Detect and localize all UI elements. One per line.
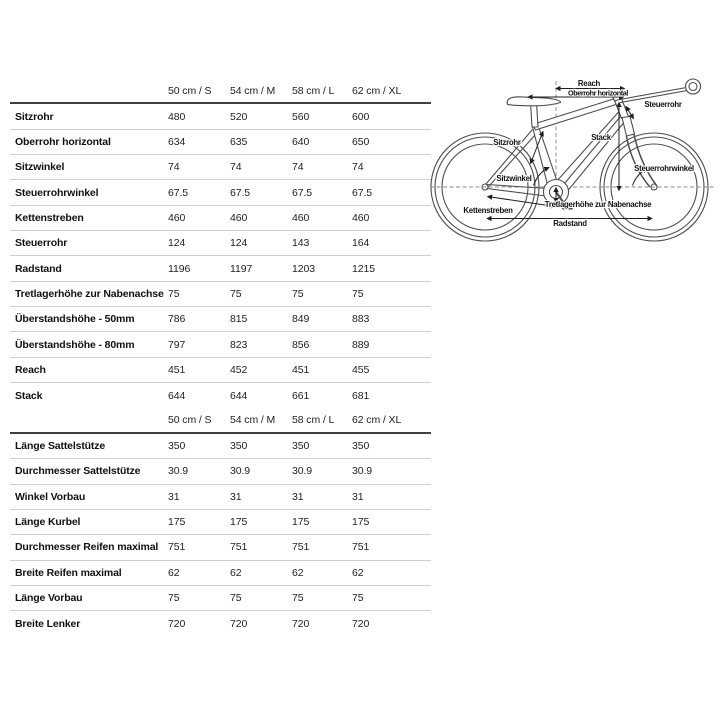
- cell-value: 460: [292, 211, 310, 224]
- cell-value: 849: [292, 313, 310, 326]
- cell-value: 455: [352, 363, 370, 376]
- table-row: [10, 510, 431, 535]
- table-row: [10, 206, 431, 231]
- row-label: Radstand: [15, 262, 62, 275]
- cell-value: 823: [230, 338, 248, 351]
- row-label: Stack: [15, 389, 43, 402]
- cell-value: 644: [230, 389, 248, 402]
- cell-value: 75: [292, 592, 304, 605]
- cell-value: 856: [292, 338, 310, 351]
- cell-value: 30.9: [168, 465, 189, 478]
- steuerrohr-label: Steuerrohr: [644, 100, 682, 109]
- sitzwinkel-label: Sitzwinkel: [496, 174, 532, 183]
- radstand-label: Radstand: [553, 219, 587, 228]
- steuerrohrwinkel-label: Steuerrohrwinkel: [634, 164, 694, 173]
- cell-value: 75: [168, 287, 180, 300]
- cell-value: 75: [168, 592, 180, 605]
- cell-value: 30.9: [230, 465, 251, 478]
- table-row: [10, 358, 431, 383]
- cell-value: 720: [230, 617, 248, 630]
- reach-label: Reach: [577, 79, 601, 88]
- cell-value: 75: [352, 287, 364, 300]
- cell-value: 74: [352, 161, 364, 174]
- cell-value: 1203: [292, 262, 315, 275]
- size-header-row-2: [10, 408, 431, 433]
- cell-value: 350: [230, 439, 248, 452]
- cell-value: 520: [230, 110, 248, 123]
- component-rows-section: [10, 434, 431, 637]
- table-row: [10, 256, 431, 281]
- kettenstreben-label: Kettenstreben: [463, 206, 513, 215]
- table-row: [10, 104, 431, 129]
- row-label: Breite Reifen maximal: [15, 566, 122, 579]
- size-column-m: 54 cm / M: [230, 414, 276, 427]
- row-label: Überstandshöhe - 80mm: [15, 338, 135, 351]
- table-row: [10, 485, 431, 510]
- cell-value: 164: [352, 237, 370, 250]
- row-label: Kettenstreben: [15, 211, 84, 224]
- table-row: [10, 535, 431, 560]
- row-label: Steuerrohrwinkel: [15, 186, 99, 199]
- bike-geometry-diagram: [430, 55, 720, 255]
- cell-value: 661: [292, 389, 310, 402]
- cell-value: 460: [352, 211, 370, 224]
- table-row: [10, 586, 431, 611]
- size-column-xl: 62 cm / XL: [352, 84, 402, 97]
- geometry-table: [10, 79, 431, 637]
- cell-value: 143: [292, 237, 310, 250]
- cell-value: 720: [292, 617, 310, 630]
- cell-value: 786: [168, 313, 186, 326]
- cell-value: 124: [230, 237, 248, 250]
- cell-value: 175: [168, 516, 186, 529]
- cell-value: 75: [230, 592, 242, 605]
- stack-label: Stack: [591, 133, 611, 142]
- row-label: Sitzwinkel: [15, 161, 65, 174]
- cell-value: 62: [292, 566, 304, 579]
- cell-value: 634: [168, 135, 186, 148]
- cell-value: 889: [352, 338, 370, 351]
- size-header-row: [10, 79, 431, 104]
- cell-value: 31: [292, 490, 304, 503]
- cell-value: 62: [168, 566, 180, 579]
- cell-value: 175: [292, 516, 310, 529]
- table-row: [10, 332, 431, 357]
- row-label: Länge Sattelstütze: [15, 439, 106, 452]
- geometry-rows-section: [10, 104, 431, 408]
- row-label: Oberrohr horizontal: [15, 135, 111, 148]
- cell-value: 460: [230, 211, 248, 224]
- cell-value: 1196: [168, 262, 191, 275]
- cell-value: 31: [352, 490, 364, 503]
- row-label: Durchmesser Reifen maximal: [15, 541, 159, 554]
- row-label: Winkel Vorbau: [15, 490, 86, 503]
- cell-value: 720: [352, 617, 370, 630]
- cell-value: 75: [230, 287, 242, 300]
- row-label: Länge Kurbel: [15, 516, 81, 529]
- table-row: [10, 434, 431, 459]
- row-label: Durchmesser Sattelstütze: [15, 465, 141, 478]
- cell-value: 62: [352, 566, 364, 579]
- table-row: [10, 155, 431, 180]
- cell-value: 797: [168, 338, 186, 351]
- cell-value: 67.5: [230, 186, 251, 199]
- row-label: Breite Lenker: [15, 617, 81, 630]
- cell-value: 31: [168, 490, 180, 503]
- table-row: [10, 282, 431, 307]
- table-row: [10, 231, 431, 256]
- oberrohr-label: Oberrohr horizontal: [568, 88, 628, 98]
- size-column-l: 58 cm / L: [292, 84, 335, 97]
- cell-value: 31: [230, 490, 242, 503]
- row-label: Überstandshöhe - 50mm: [15, 313, 135, 326]
- cell-value: 175: [230, 516, 248, 529]
- cell-value: 480: [168, 110, 186, 123]
- cell-value: 1215: [352, 262, 375, 275]
- cell-value: 350: [168, 439, 186, 452]
- cell-value: 751: [168, 541, 186, 554]
- sitzrohr-label: Sitzrohr: [493, 138, 521, 147]
- cell-value: 644: [168, 389, 186, 402]
- cell-value: 751: [230, 541, 248, 554]
- cell-value: 74: [292, 161, 304, 174]
- cell-value: 1197: [230, 262, 253, 275]
- cell-value: 720: [168, 617, 186, 630]
- table-row: [10, 180, 431, 205]
- cell-value: 62: [230, 566, 242, 579]
- cell-value: 460: [168, 211, 186, 224]
- cell-value: 74: [230, 161, 242, 174]
- cell-value: 452: [230, 363, 248, 376]
- cell-value: 75: [292, 287, 304, 300]
- cell-value: 751: [292, 541, 310, 554]
- size-column-xl: 62 cm / XL: [352, 414, 402, 427]
- cell-value: 30.9: [352, 465, 373, 478]
- cell-value: 883: [352, 313, 370, 326]
- cell-value: 635: [230, 135, 248, 148]
- cell-value: 600: [352, 110, 370, 123]
- row-label: Sitzrohr: [15, 110, 54, 123]
- size-column-m: 54 cm / M: [230, 84, 276, 97]
- cell-value: 560: [292, 110, 310, 123]
- row-label: Tretlagerhöhe zur Nabenachse: [15, 287, 164, 300]
- table-row: [10, 611, 431, 636]
- cell-value: 815: [230, 313, 248, 326]
- cell-value: 451: [292, 363, 310, 376]
- cell-value: 350: [352, 439, 370, 452]
- cell-value: 30.9: [292, 465, 313, 478]
- cell-value: 640: [292, 135, 310, 148]
- cell-value: 751: [352, 541, 370, 554]
- cell-value: 67.5: [352, 186, 373, 199]
- table-row: [10, 383, 431, 408]
- row-label: Länge Vorbau: [15, 592, 83, 605]
- cell-value: 650: [352, 135, 370, 148]
- cell-value: 67.5: [168, 186, 189, 199]
- cell-value: 124: [168, 237, 186, 250]
- cell-value: 350: [292, 439, 310, 452]
- tretlagerhoehe-label: Tretlagerhöhe zur Nabenachse: [544, 200, 652, 209]
- table-row: [10, 130, 431, 155]
- cell-value: 451: [168, 363, 186, 376]
- cell-value: 67.5: [292, 186, 313, 199]
- cell-value: 74: [168, 161, 180, 174]
- size-column-l: 58 cm / L: [292, 414, 335, 427]
- cell-value: 75: [352, 592, 364, 605]
- size-column-s: 50 cm / S: [168, 84, 212, 97]
- diagram-labels: [463, 79, 694, 228]
- row-label: Steuerrohr: [15, 237, 68, 250]
- row-label: Reach: [15, 363, 46, 376]
- cell-value: 681: [352, 389, 370, 402]
- table-row: [10, 561, 431, 586]
- cell-value: 175: [352, 516, 370, 529]
- table-row: [10, 307, 431, 332]
- fork: [622, 117, 657, 187]
- size-column-s: 50 cm / S: [168, 414, 212, 427]
- table-row: [10, 459, 431, 484]
